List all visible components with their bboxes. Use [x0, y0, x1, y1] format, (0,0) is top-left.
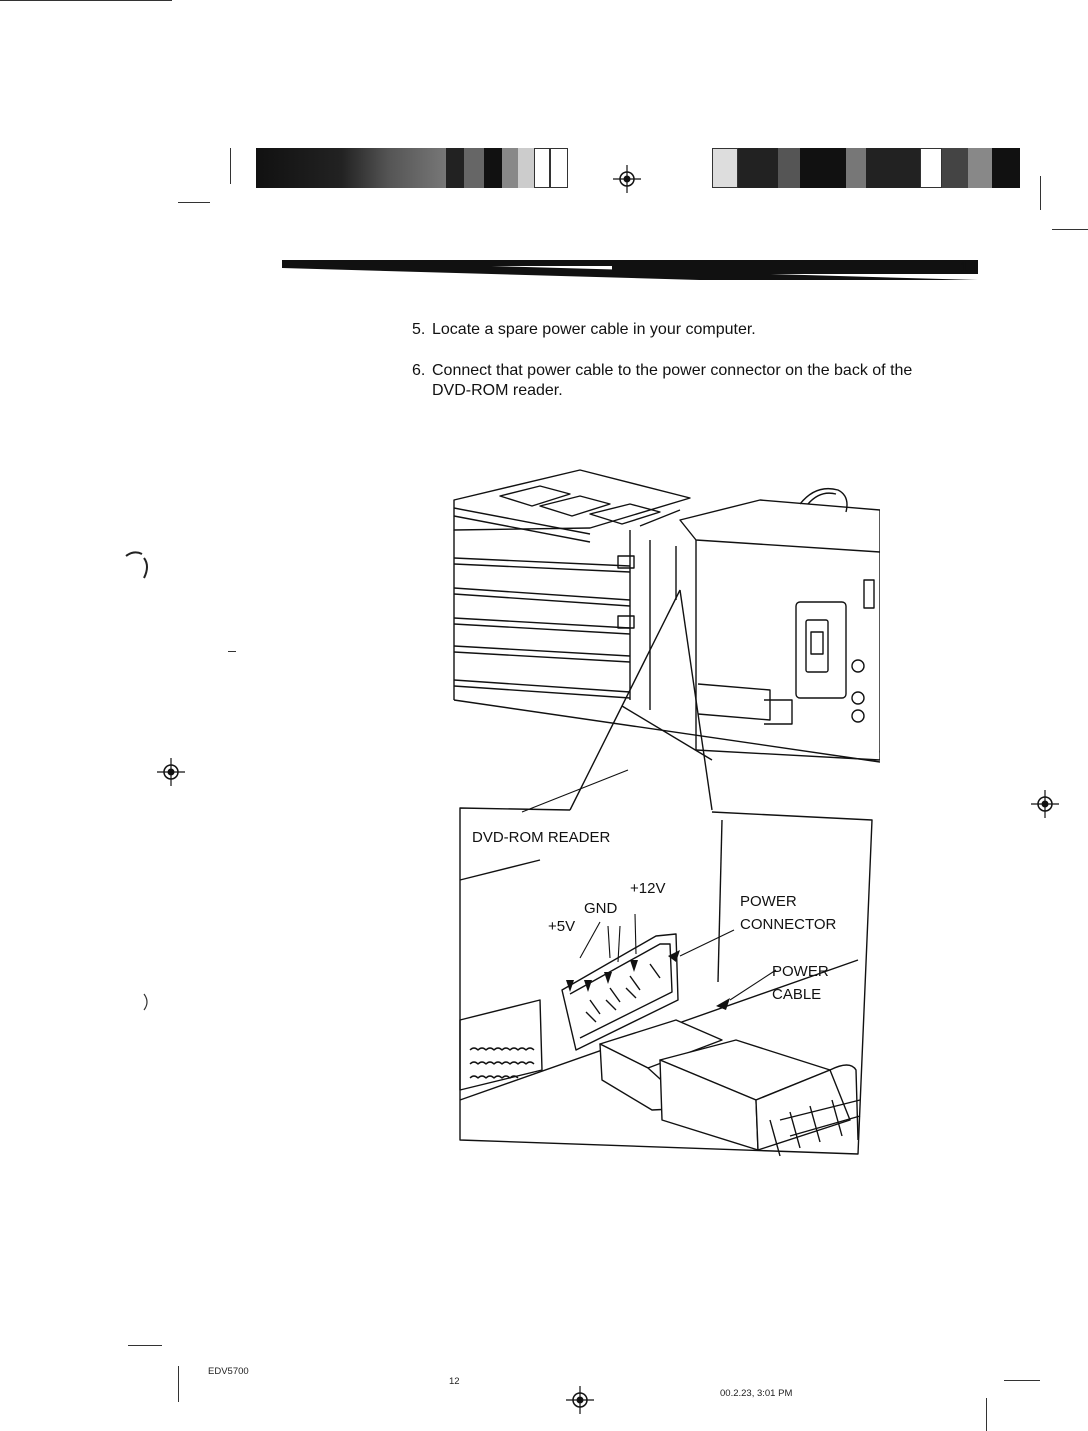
- step-5-text: Locate a spare power cable in your computer.: [432, 321, 756, 338]
- label-power-connector-line1: POWER: [740, 893, 797, 910]
- label-plus5v: +5V: [548, 918, 576, 935]
- label-gnd: GND: [584, 900, 618, 917]
- crop-mark-left-vertical: [230, 148, 231, 184]
- step-6-text-line2: DVD-ROM reader.: [432, 382, 563, 399]
- registration-mark-right: [1031, 790, 1059, 818]
- back-panel: [680, 480, 880, 760]
- crop-mark-bottom-left-horizontal: [128, 1345, 162, 1346]
- crop-mark-left-horizontal: [178, 202, 210, 203]
- zoom-callout-lines: [570, 590, 712, 810]
- footer-timestamp: 00.2.23, 3:01 PM: [720, 1388, 793, 1399]
- crop-mark-right-vertical: [1040, 176, 1041, 210]
- crop-mark-top-left: [0, 0, 172, 1]
- label-power-cable-line1: POWER: [772, 963, 829, 980]
- crop-mark-bottom-right-horizontal: [1004, 1380, 1040, 1381]
- page-number: 11: [960, 259, 980, 276]
- registration-mark-bottom: [566, 1386, 594, 1414]
- crop-mark-right-horizontal: [1052, 229, 1088, 230]
- footer-model: EDV5700: [208, 1366, 249, 1377]
- detail-inset: [460, 808, 872, 1156]
- scan-mark-paren: [140, 992, 154, 1012]
- header-rule: [282, 258, 978, 280]
- label-dvd-rom-reader: DVD-ROM READER: [472, 829, 611, 846]
- crop-mark-bottom-right-vertical: [986, 1398, 987, 1431]
- scan-mark-bracket: [120, 548, 160, 588]
- label-power-connector-line2: CONNECTOR: [740, 916, 837, 933]
- label-power-cable-line2: CABLE: [772, 986, 822, 1003]
- power-connector-illustration: [440, 460, 880, 1160]
- crop-mark-bottom-left-vertical: [178, 1366, 179, 1402]
- registration-mark-top: [613, 165, 641, 193]
- label-plus12v: +12V: [630, 880, 666, 897]
- step-6-text: Connect that power cable to the power connector on the back of the: [432, 362, 913, 379]
- step-6: [412, 361, 912, 401]
- step-5: [412, 320, 756, 340]
- crop-mark-left-dash: [228, 651, 236, 652]
- footer-sheet-number: 12: [449, 1376, 460, 1387]
- registration-mark-left: [157, 758, 185, 786]
- step-6-number: 6.: [412, 362, 426, 379]
- step-5-number: 5.: [412, 321, 426, 338]
- density-bar-left: [256, 148, 568, 188]
- density-bar-right: [712, 148, 1020, 188]
